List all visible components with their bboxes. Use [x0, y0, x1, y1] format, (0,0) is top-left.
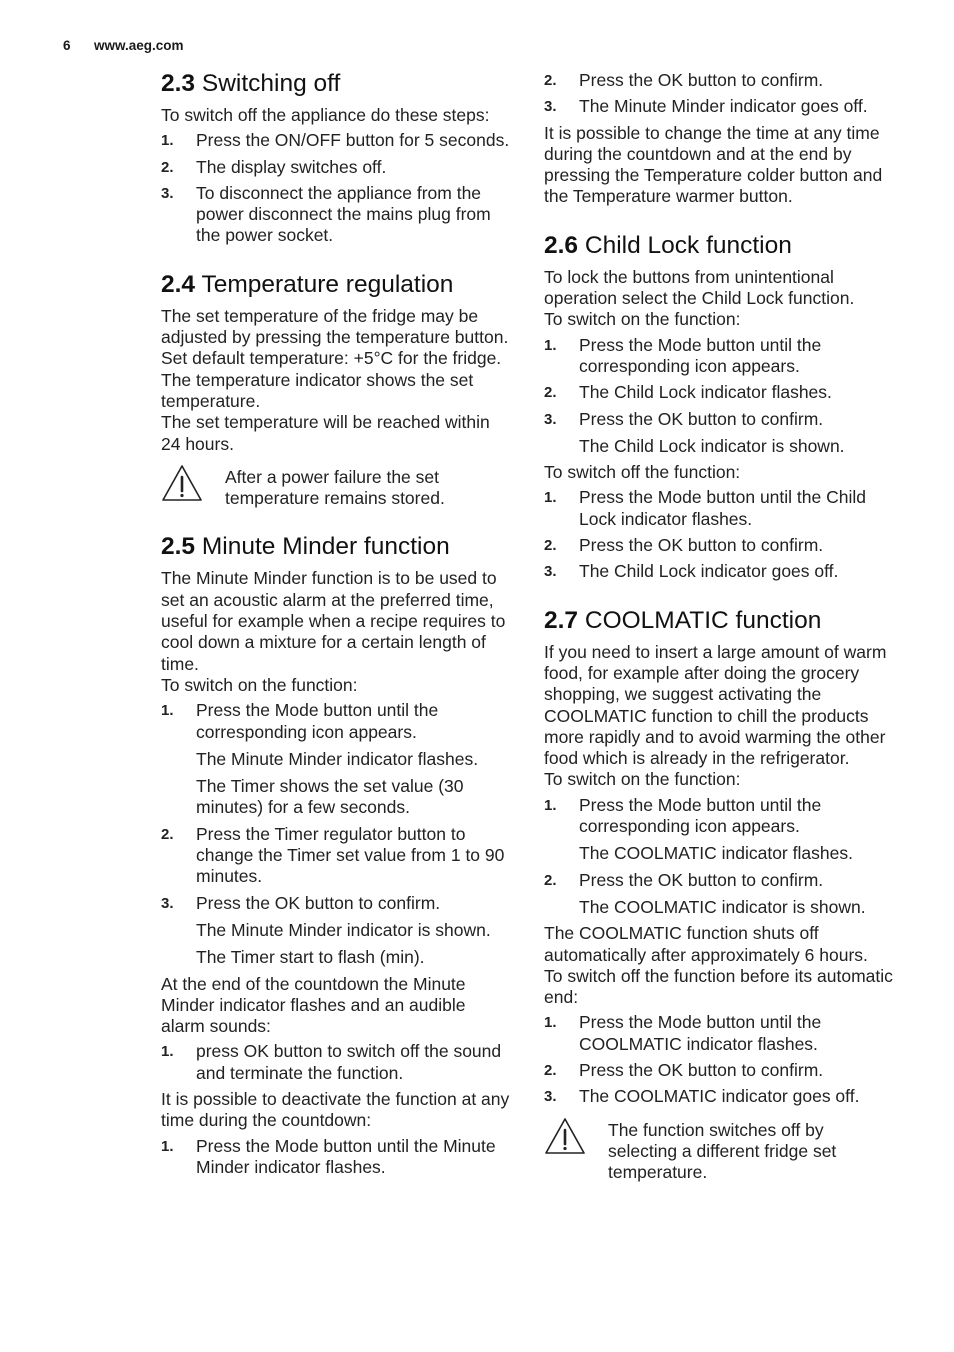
section-intro: If you need to insert a large amount of warm food, for example after doing the grocery shopping, we suggest activating the COOLMATIC function to chill the products more rapidly and to avoid warming the other food which is already in the refrigerator.	[544, 641, 887, 769]
warning-note: The function switches off by selecting a different fridge set temperature.	[544, 1120, 896, 1184]
steps-list	[544, 870, 896, 891]
list-item: 1. Press the Mode button until the corresponding icon appears.	[544, 794, 822, 837]
list-item: 2. Press the OK button to confirm.	[544, 1059, 824, 1080]
list-item: 2. The display switches off.	[161, 156, 387, 177]
step-result: The COOLMATIC indicator is shown.	[579, 896, 866, 917]
paragraph: The set temperature will be reached within 24 hours.	[161, 412, 490, 454]
paragraph: It is possible to deactivate the function at any time during the countdown:	[161, 1088, 510, 1131]
section-heading: 2.3 Switching off	[161, 70, 341, 97]
steps-list	[544, 795, 896, 838]
paragraph: The temperature indicator shows the set temperature.	[161, 369, 474, 411]
section-minute-minder-continued	[544, 70, 896, 208]
steps-list	[544, 335, 896, 430]
list-item: 2. The Child Lock indicator flashes.	[544, 382, 832, 403]
step-result: The COOLMATIC indicator flashes.	[579, 843, 853, 864]
page-header	[63, 38, 184, 53]
list-item: 2. Press the Timer regulator button to change the Timer set value from 1 to 90 minutes.	[161, 823, 505, 887]
step-result: The Timer start to flash (min).	[196, 947, 425, 968]
list-item: 3. The Child Lock indicator goes off.	[544, 561, 839, 582]
steps-list	[544, 487, 896, 582]
section-intro: To switch off the appliance do these steps:	[161, 105, 490, 125]
step-result: The Timer shows the set value (30 minutes) for a few seconds.	[196, 776, 464, 818]
list-item: 3. Press the OK button to confirm.	[161, 892, 441, 913]
list-item: 1. Press the Mode button until the Child Lock indicator flashes.	[544, 487, 866, 529]
warning-triangle-icon	[161, 464, 203, 502]
section-intro: The Minute Minder function is to be used to set an acoustic alarm at the preferred time, useful for example when a recipe requires to cool down a mixture for a certain length of time.	[161, 568, 506, 674]
list-item: 2. Press the OK button to confirm.	[544, 70, 824, 90]
warning-note: After a power failure the set temperature remains stored.	[161, 467, 513, 510]
paragraph: To switch off the function before its automatic end:	[544, 965, 893, 1008]
step-result: The Child Lock indicator is shown.	[579, 435, 845, 456]
steps-list	[161, 1041, 513, 1084]
list-item: 1. Press the Mode button until the corresponding icon appears.	[544, 334, 822, 376]
paragraph: To switch on the function:	[544, 769, 741, 790]
section-heading: 2.7 COOLMATIC function	[544, 606, 822, 634]
list-item: 1. Press the Mode button until the COOLMATIC indicator flashes.	[544, 1012, 822, 1054]
list-item: 1. press OK button to switch off the sound and terminate the function.	[161, 1041, 502, 1083]
paragraph: Set default temperature: +5°C for the fridge.	[161, 348, 502, 369]
warning-triangle-icon	[544, 1117, 586, 1155]
steps-list	[544, 70, 896, 118]
section-heading: 2.4 Temperature regulation	[161, 270, 454, 298]
list-item: 1. Press the ON/OFF button for 5 seconds.	[161, 130, 510, 151]
paragraph: At the end of the countdown the Minute Minder indicator flashes and an audible alarm sounds:	[161, 973, 466, 1037]
paragraph: To switch on the function:	[544, 309, 741, 330]
right-column	[544, 70, 896, 1205]
section-coolmatic	[544, 605, 896, 1184]
step-result: The Minute Minder indicator is shown.	[196, 919, 491, 940]
list-item: 3. Press the OK button to confirm.	[544, 408, 824, 429]
paragraph: The set temperature of the fridge may be adjusted by pressing the temperature button.	[161, 305, 509, 348]
section-heading: 2.5 Minute Minder function	[161, 533, 450, 561]
list-item: 3. The COOLMATIC indicator goes off.	[544, 1086, 860, 1107]
left-column	[161, 68, 513, 1200]
list-item: 2. Press the OK button to confirm.	[544, 535, 824, 556]
paragraph: To switch off the function:	[544, 462, 741, 483]
paragraph: It is possible to change the time at any time during the countdown and at the end by pressing the Temperature colder button and the Temperature warmer button.	[544, 122, 883, 207]
page-number: 6	[63, 38, 71, 53]
steps-list	[161, 700, 513, 743]
steps-list	[161, 824, 513, 914]
paragraph: To switch on the function:	[161, 674, 358, 695]
section-child-lock	[544, 230, 896, 583]
list-item: 2. Press the OK button to confirm.	[544, 869, 824, 890]
section-switching-off	[161, 68, 513, 247]
section-intro: To lock the buttons from unintentional operation select the Child Lock function.	[544, 266, 855, 309]
step-result: The Minute Minder indicator flashes.	[196, 748, 479, 769]
section-minute-minder	[161, 531, 513, 1178]
list-item: 3. The Minute Minder indicator goes off.	[544, 96, 868, 117]
site-url: www.aeg.com	[94, 38, 184, 53]
list-item: 1. Press the Mode button until the corresponding icon appears.	[161, 700, 439, 742]
section-temperature-regulation	[161, 269, 513, 510]
steps-list	[544, 1012, 896, 1107]
steps-list	[161, 130, 513, 246]
list-item: 3. To disconnect the appliance from the power disconnect the mains plug from the power socket.	[161, 182, 491, 246]
steps-list	[161, 1136, 513, 1179]
paragraph: The COOLMATIC function shuts off automatically after approximately 6 hours.	[544, 923, 868, 965]
list-item: 1. Press the Mode button until the Minute Minder indicator flashes.	[161, 1135, 496, 1177]
section-heading: 2.6 Child Lock function	[544, 231, 792, 259]
